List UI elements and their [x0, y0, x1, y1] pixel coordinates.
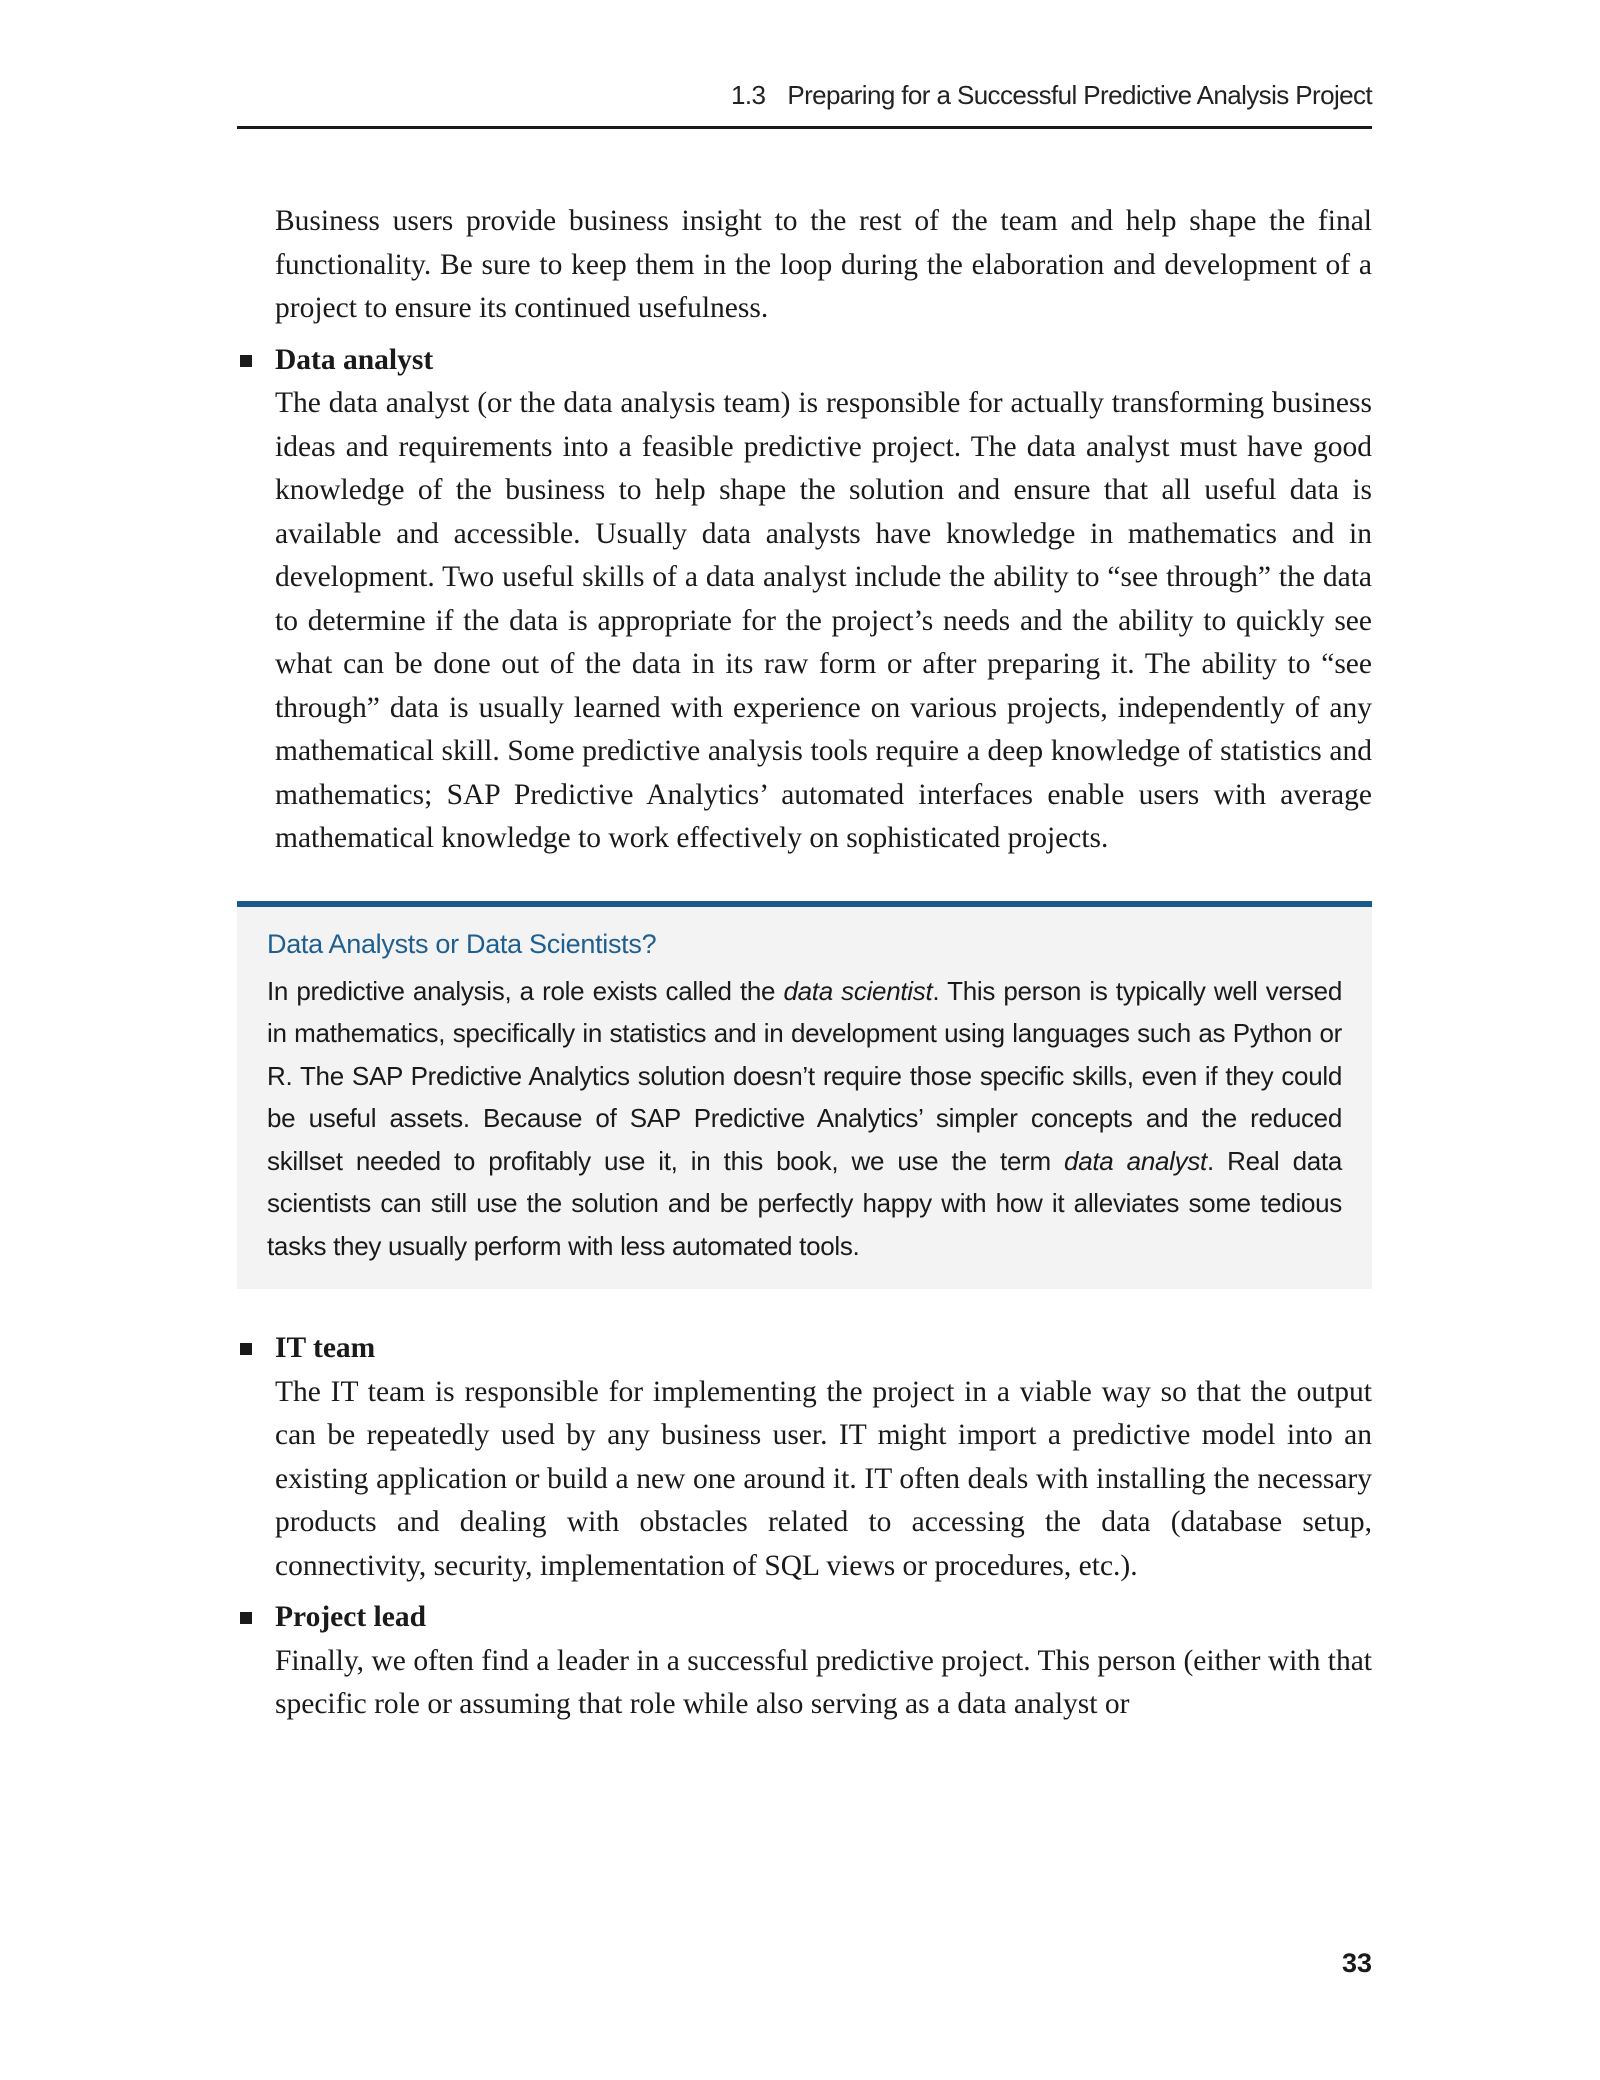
section-title: Preparing for a Successful Predictive Analysis Project	[787, 80, 1372, 110]
running-header	[237, 78, 1372, 129]
callout-text-part: . This person is typically well versed in mathematics, specifically in statistics and in development using languages such as Python or R. The SAP Predictive Analytics solution doesn’t require those specific skills, even if they could be useful assets. Because of SAP Predictive Analytics’ simpler concepts and the reduced skillset needed to profitably use it, in this book, we use the term	[267, 975, 1342, 1176]
item-title: Data analyst	[275, 343, 434, 376]
header-text	[731, 80, 1372, 111]
item-title: IT team	[275, 1332, 376, 1364]
callout-text	[267, 970, 1342, 1268]
callout-text-part: In predictive analysis, a role exists called the	[267, 975, 784, 1006]
page-content	[237, 200, 1372, 1727]
page-number: 33	[1341, 1948, 1372, 1978]
list-item-project-lead	[237, 1596, 1372, 1727]
square-bullet-icon	[240, 355, 252, 367]
callout-title: Data Analysts or Data Scientists?	[267, 928, 657, 959]
callout-box	[237, 901, 1372, 1290]
item-text: The data analyst (or the data analysis team) is responsible for actually transforming business ideas and requirements into a feasible predictive project. The data analyst must have good knowledge of the business to help shape the solution and ensure that all useful data is available and accessible. Usually data analysts have knowledge in mathematics and in development. Two useful skills of a data analyst include the ability to “see through” the data to determine if the data is appropriate for the project’s needs and the ability to quickly see what can be done out of the data in its raw form or after preparing it. The ability to “see through” data is usually learned with experience on various projects, independently of any mathematical skill. Some predictive analysis tools require a deep knowledge of statistics and mathematics; SAP Predictive Analytics’ automated interfaces enable users with average mathematical knowledge to work effectively on sophisticated projects.	[275, 387, 1372, 854]
item-text: The IT team is responsible for implementing the project in a viable way so that the output can be repeatedly used by any business user. IT might import a predictive model into an existing application or build a new one around it. IT often deals with installing the necessary products and dealing with obstacles related to accessing the data (database setup, connectivity, security, implementation of SQL views or procedures, etc.).	[275, 1375, 1372, 1582]
callout-text-part: . Real data scientists can still use the solution and be perfectly happy with how it alleviates some tedious tasks they usually perform with less automated tools.	[267, 1145, 1342, 1261]
square-bullet-icon	[240, 1612, 252, 1624]
item-text: Finally, we often find a leader in a successful predictive project. This person (either with that specific role or assuming that role while also serving as a data analyst or	[275, 1644, 1372, 1720]
callout-emphasis: data analyst	[1064, 1145, 1207, 1176]
list-item-data-analyst	[237, 339, 1372, 861]
item-title: Project lead	[275, 1601, 426, 1633]
callout-emphasis: data scientist	[783, 975, 933, 1006]
intro-paragraph: Business users provide business insight to the rest of the team and help shape the final functionality. Be sure to keep them in the loop during the elaboration and development of a project to ensure its continued usefulness.	[275, 205, 1372, 324]
section-number: 1.3	[731, 80, 766, 110]
list-item-it-team	[237, 1327, 1372, 1588]
square-bullet-icon	[240, 1343, 252, 1355]
